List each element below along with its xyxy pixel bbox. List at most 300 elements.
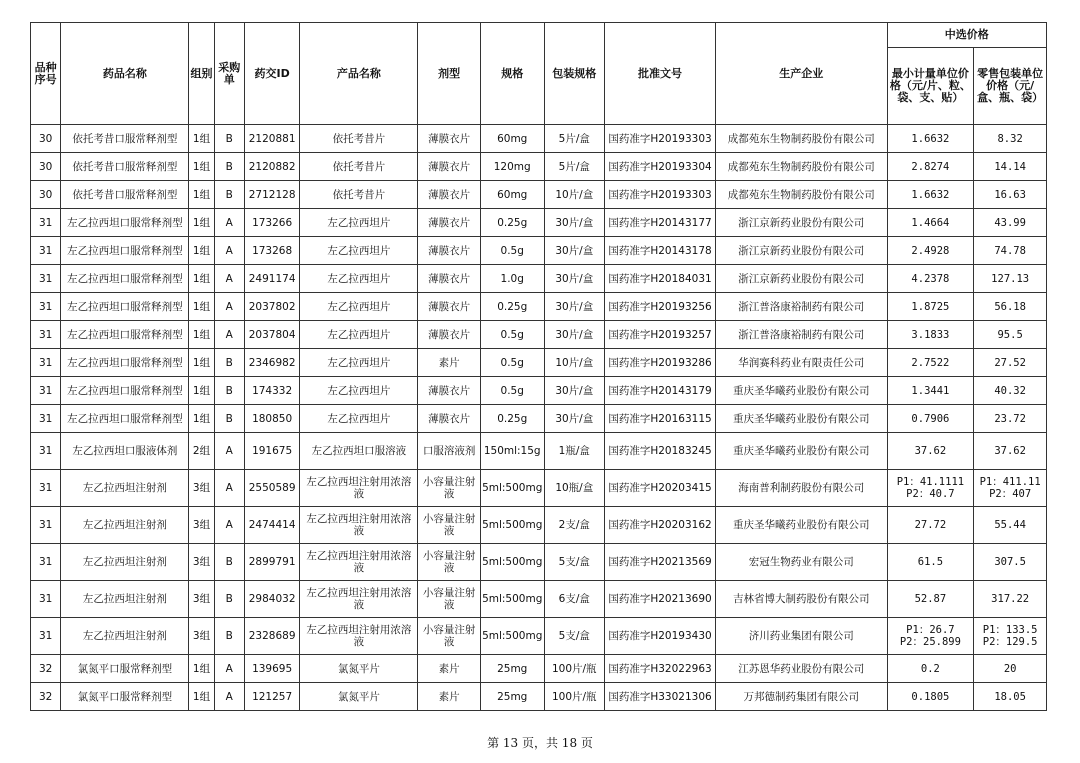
approval-no-cell: 国药准字H33021306 — [605, 683, 716, 711]
min-unit-price-cell — [887, 209, 974, 237]
seq-cell: 31 — [31, 377, 61, 405]
purchase-list-cell: A — [214, 433, 244, 470]
drug-id-cell: 2037802 — [244, 293, 299, 321]
seq-cell: 30 — [31, 181, 61, 209]
approval-no-cell: 国药准字H20213690 — [605, 581, 716, 618]
approval-no-cell: 国药准字H20203162 — [605, 507, 716, 544]
min-unit-price-cell-line: 0.1805 — [911, 690, 950, 703]
purchase-list-cell: B — [214, 581, 244, 618]
seq-cell: 31 — [31, 618, 61, 655]
retail-pack-price-cell — [974, 655, 1047, 683]
retail-pack-price-cell — [974, 293, 1047, 321]
min-unit-price-cell-line: 4.2378 — [911, 272, 950, 285]
approval-no-cell: 国药准字H20183245 — [605, 433, 716, 470]
dosage-form-cell: 薄膜衣片 — [418, 181, 481, 209]
group-cell: 1组 — [189, 683, 214, 711]
group-cell: 1组 — [189, 153, 214, 181]
seq-cell: 31 — [31, 433, 61, 470]
drug-name-cell: 左乙拉西坦口服常释剂型 — [61, 209, 189, 237]
seq-cell: 31 — [31, 470, 61, 507]
product-name-cell: 左乙拉西坦注射用浓溶液 — [300, 618, 418, 655]
table-row — [31, 544, 1047, 581]
manufacturer-cell: 成都苑东生物制药股份有限公司 — [716, 125, 888, 153]
drug-name-cell: 氯氮平口服常释剂型 — [61, 655, 189, 683]
drug-name-cell: 左乙拉西坦口服常释剂型 — [61, 377, 189, 405]
min-unit-price-cell — [887, 265, 974, 293]
seq-cell: 31 — [31, 581, 61, 618]
purchase-list-cell: B — [214, 349, 244, 377]
min-unit-price-cell-line: 0.2 — [920, 662, 940, 675]
purchase-list-cell: B — [214, 125, 244, 153]
drug-id-cell: 180850 — [244, 405, 299, 433]
dosage-form-cell: 薄膜衣片 — [418, 321, 481, 349]
header-spec: 规格 — [480, 23, 544, 125]
min-unit-price-cell-line: 2.8274 — [911, 160, 950, 173]
min-unit-price-cell — [887, 181, 974, 209]
product-name-cell: 左乙拉西坦片 — [300, 349, 418, 377]
retail-pack-price-cell — [974, 507, 1047, 544]
package-spec-cell: 5片/盒 — [544, 153, 605, 181]
approval-no-cell: 国药准字H20193286 — [605, 349, 716, 377]
product-name-cell: 左乙拉西坦片 — [300, 209, 418, 237]
dosage-form-cell: 薄膜衣片 — [418, 293, 481, 321]
product-name-cell: 左乙拉西坦片 — [300, 377, 418, 405]
group-cell: 1组 — [189, 125, 214, 153]
header-seq: 品种序号 — [31, 23, 61, 125]
min-unit-price-cell-line: 0.7906 — [911, 412, 950, 425]
product-name-cell: 左乙拉西坦片 — [300, 237, 418, 265]
retail-pack-price-cell-line: P1：411.11 — [979, 476, 1041, 488]
drug-id-cell: 2346982 — [244, 349, 299, 377]
group-cell: 3组 — [189, 581, 214, 618]
min-unit-price-cell — [887, 433, 974, 470]
min-unit-price-cell-line: 37.62 — [914, 445, 947, 457]
package-spec-cell: 5支/盒 — [544, 618, 605, 655]
approval-no-cell: 国药准字H20163115 — [605, 405, 716, 433]
group-cell: 2组 — [189, 433, 214, 470]
dosage-form-cell: 薄膜衣片 — [418, 405, 481, 433]
seq-cell: 32 — [31, 655, 61, 683]
manufacturer-cell: 重庆圣华曦药业股份有限公司 — [716, 433, 888, 470]
retail-pack-price-cell — [974, 237, 1047, 265]
table-row — [31, 265, 1047, 293]
manufacturer-cell: 江苏恩华药业股份有限公司 — [716, 655, 888, 683]
retail-pack-price-cell-line: 27.52 — [994, 356, 1026, 369]
table-row — [31, 405, 1047, 433]
drug-id-cell: 2550589 — [244, 470, 299, 507]
retail-pack-price-cell-line: 74.78 — [994, 244, 1026, 257]
retail-pack-price-cell-line: 8.32 — [997, 132, 1023, 145]
min-unit-price-cell-line: 2.7522 — [911, 356, 950, 369]
approval-no-cell: 国药准字H20193256 — [605, 293, 716, 321]
manufacturer-cell: 海南普利制药股份有限公司 — [716, 470, 888, 507]
retail-pack-price-cell — [974, 349, 1047, 377]
drug-id-cell: 139695 — [244, 655, 299, 683]
spec-cell: 5ml:500mg — [480, 470, 544, 507]
retail-pack-price-cell-line: P2：129.5 — [982, 636, 1038, 648]
purchase-list-cell: A — [214, 237, 244, 265]
seq-cell: 30 — [31, 125, 61, 153]
group-cell: 3组 — [189, 470, 214, 507]
retail-pack-price-cell — [974, 618, 1047, 655]
dosage-form-cell: 薄膜衣片 — [418, 125, 481, 153]
manufacturer-cell: 成都苑东生物制药股份有限公司 — [716, 181, 888, 209]
drug-id-cell: 191675 — [244, 433, 299, 470]
group-cell: 3组 — [189, 544, 214, 581]
drug-name-cell: 左乙拉西坦注射剂 — [61, 507, 189, 544]
retail-pack-price-cell — [974, 125, 1047, 153]
group-cell: 1组 — [189, 321, 214, 349]
drug-name-cell: 左乙拉西坦注射剂 — [61, 618, 189, 655]
group-cell: 1组 — [189, 237, 214, 265]
package-spec-cell: 10片/盒 — [544, 181, 605, 209]
package-spec-cell: 10瓶/盒 — [544, 470, 605, 507]
min-unit-price-cell-line: P2：25.899 — [899, 636, 961, 648]
min-unit-price-cell — [887, 237, 974, 265]
seq-cell: 31 — [31, 349, 61, 377]
retail-pack-price-cell-line: 127.13 — [991, 272, 1030, 285]
package-spec-cell: 2支/盒 — [544, 507, 605, 544]
manufacturer-cell: 宏冠生物药业有限公司 — [716, 544, 888, 581]
manufacturer-cell: 成都苑东生物制药股份有限公司 — [716, 153, 888, 181]
spec-cell: 150ml:15g — [480, 433, 544, 470]
group-cell: 1组 — [189, 209, 214, 237]
spec-cell: 25mg — [480, 655, 544, 683]
retail-pack-price-cell-line: 56.18 — [994, 300, 1026, 313]
min-unit-price-cell-line: P1：41.1111 — [896, 476, 965, 488]
retail-pack-price-cell-line: 14.14 — [994, 160, 1026, 173]
retail-pack-price-cell-line: 40.32 — [994, 384, 1026, 397]
drug-name-cell: 左乙拉西坦口服常释剂型 — [61, 405, 189, 433]
dosage-form-cell: 小容量注射液 — [418, 581, 481, 618]
retail-pack-price-cell — [974, 181, 1047, 209]
package-spec-cell: 6支/盒 — [544, 581, 605, 618]
table-row — [31, 181, 1047, 209]
drug-name-cell: 左乙拉西坦口服常释剂型 — [61, 293, 189, 321]
retail-pack-price-cell — [974, 209, 1047, 237]
table-row — [31, 153, 1047, 181]
approval-no-cell: 国药准字H20184031 — [605, 265, 716, 293]
seq-cell: 31 — [31, 321, 61, 349]
drug-id-cell: 2712128 — [244, 181, 299, 209]
table-row — [31, 293, 1047, 321]
drug-name-cell: 左乙拉西坦注射剂 — [61, 544, 189, 581]
approval-no-cell: 国药准字H20213569 — [605, 544, 716, 581]
product-name-cell: 依托考昔片 — [300, 153, 418, 181]
seq-cell: 30 — [31, 153, 61, 181]
table-row — [31, 433, 1047, 470]
drug-name-cell: 左乙拉西坦口服常释剂型 — [61, 237, 189, 265]
drug-name-cell: 依托考昔口服常释剂型 — [61, 153, 189, 181]
retail-pack-price-cell — [974, 321, 1047, 349]
retail-pack-price-cell-line: 23.72 — [994, 412, 1026, 425]
dosage-form-cell: 小容量注射液 — [418, 507, 481, 544]
retail-pack-price-cell-line: 55.44 — [994, 519, 1026, 531]
purchase-list-cell: A — [214, 209, 244, 237]
min-unit-price-cell-line: 1.6632 — [911, 188, 950, 201]
min-unit-price-cell — [887, 125, 974, 153]
package-spec-cell: 30片/盒 — [544, 377, 605, 405]
product-name-cell: 氯氮平片 — [300, 683, 418, 711]
product-name-cell: 左乙拉西坦片 — [300, 293, 418, 321]
dosage-form-cell: 薄膜衣片 — [418, 265, 481, 293]
manufacturer-cell: 浙江京新药业股份有限公司 — [716, 237, 888, 265]
header-group: 组别 — [189, 23, 214, 125]
retail-pack-price-cell — [974, 153, 1047, 181]
drug-id-cell: 2984032 — [244, 581, 299, 618]
approval-no-cell: 国药准字H20143178 — [605, 237, 716, 265]
drug-name-cell: 依托考昔口服常释剂型 — [61, 125, 189, 153]
drug-name-cell: 左乙拉西坦口服常释剂型 — [61, 265, 189, 293]
manufacturer-cell: 浙江普洛康裕制药有限公司 — [716, 321, 888, 349]
product-name-cell: 依托考昔片 — [300, 125, 418, 153]
min-unit-price-cell — [887, 618, 974, 655]
spec-cell: 25mg — [480, 683, 544, 711]
manufacturer-cell: 浙江普洛康裕制药有限公司 — [716, 293, 888, 321]
manufacturer-cell: 重庆圣华曦药业股份有限公司 — [716, 405, 888, 433]
min-unit-price-cell-line: P1：26.7 — [906, 624, 955, 636]
min-unit-price-cell — [887, 377, 974, 405]
drug-name-cell: 氯氮平口服常释剂型 — [61, 683, 189, 711]
purchase-list-cell: A — [214, 507, 244, 544]
purchase-list-cell: A — [214, 655, 244, 683]
purchase-list-cell: A — [214, 321, 244, 349]
product-name-cell: 左乙拉西坦片 — [300, 405, 418, 433]
product-name-cell: 左乙拉西坦片 — [300, 321, 418, 349]
min-unit-price-cell-line: 1.4664 — [911, 216, 950, 229]
package-spec-cell: 1瓶/盒 — [544, 433, 605, 470]
retail-pack-price-cell-line: 43.99 — [994, 216, 1026, 229]
seq-cell: 31 — [31, 237, 61, 265]
drug-id-cell: 2120882 — [244, 153, 299, 181]
table-row — [31, 618, 1047, 655]
group-cell: 1组 — [189, 655, 214, 683]
spec-cell: 1.0g — [480, 265, 544, 293]
approval-no-cell: 国药准字H20193430 — [605, 618, 716, 655]
seq-cell: 31 — [31, 209, 61, 237]
drug-id-cell: 2328689 — [244, 618, 299, 655]
group-cell: 3组 — [189, 507, 214, 544]
min-unit-price-cell-line: 3.1833 — [911, 328, 950, 341]
approval-no-cell: 国药准字H32022963 — [605, 655, 716, 683]
package-spec-cell: 30片/盒 — [544, 209, 605, 237]
retail-pack-price-cell-line: 18.05 — [994, 690, 1026, 703]
retail-pack-price-cell — [974, 377, 1047, 405]
min-unit-price-cell-line: 1.8725 — [911, 300, 950, 313]
dosage-form-cell: 口服溶液剂 — [418, 433, 481, 470]
min-unit-price-cell — [887, 321, 974, 349]
product-name-cell: 氯氮平片 — [300, 655, 418, 683]
min-unit-price-cell — [887, 655, 974, 683]
header-approval-no: 批准文号 — [605, 23, 716, 125]
min-unit-price-cell-line: 2.4928 — [911, 244, 950, 257]
min-unit-price-cell-line: 52.87 — [914, 593, 947, 605]
min-unit-price-cell-line: 1.3441 — [911, 384, 950, 397]
approval-no-cell: 国药准字H20193303 — [605, 181, 716, 209]
header-manufacturer: 生产企业 — [716, 23, 888, 125]
drug-name-cell: 左乙拉西坦口服液体剂 — [61, 433, 189, 470]
spec-cell: 0.5g — [480, 349, 544, 377]
table-row — [31, 655, 1047, 683]
approval-no-cell: 国药准字H20203415 — [605, 470, 716, 507]
retail-pack-price-cell — [974, 433, 1047, 470]
product-name-cell: 左乙拉西坦注射用浓溶液 — [300, 470, 418, 507]
approval-no-cell: 国药准字H20193257 — [605, 321, 716, 349]
table-row — [31, 321, 1047, 349]
table-row — [31, 683, 1047, 711]
table-row — [31, 581, 1047, 618]
drug-id-cell: 2491174 — [244, 265, 299, 293]
min-unit-price-cell-line: 1.6632 — [911, 132, 950, 145]
retail-pack-price-cell — [974, 581, 1047, 618]
product-name-cell: 左乙拉西坦注射用浓溶液 — [300, 581, 418, 618]
product-name-cell: 左乙拉西坦片 — [300, 265, 418, 293]
drug-price-table — [30, 22, 1047, 711]
product-name-cell: 左乙拉西坦注射用浓溶液 — [300, 544, 418, 581]
dosage-form-cell: 薄膜衣片 — [418, 153, 481, 181]
drug-id-cell: 173266 — [244, 209, 299, 237]
package-spec-cell: 10片/盒 — [544, 349, 605, 377]
seq-cell: 31 — [31, 293, 61, 321]
spec-cell: 60mg — [480, 181, 544, 209]
package-spec-cell: 5支/盒 — [544, 544, 605, 581]
retail-pack-price-cell-line: 317.22 — [991, 593, 1030, 605]
purchase-list-cell: B — [214, 544, 244, 581]
table-row — [31, 237, 1047, 265]
purchase-list-cell: A — [214, 293, 244, 321]
min-unit-price-cell-line: 61.5 — [917, 556, 944, 568]
purchase-list-cell: B — [214, 377, 244, 405]
drug-id-cell: 2037804 — [244, 321, 299, 349]
header-purchase-list: 采购单 — [214, 23, 244, 125]
table-row — [31, 209, 1047, 237]
approval-no-cell: 国药准字H20143179 — [605, 377, 716, 405]
group-cell: 1组 — [189, 181, 214, 209]
manufacturer-cell: 重庆圣华曦药业股份有限公司 — [716, 377, 888, 405]
spec-cell: 0.25g — [480, 209, 544, 237]
spec-cell: 60mg — [480, 125, 544, 153]
group-cell: 1组 — [189, 265, 214, 293]
approval-no-cell: 国药准字H20143177 — [605, 209, 716, 237]
manufacturer-cell: 浙江京新药业股份有限公司 — [716, 265, 888, 293]
header-product-name: 产品名称 — [300, 23, 418, 125]
purchase-list-cell: A — [214, 470, 244, 507]
header-drug-id: 药交ID — [244, 23, 299, 125]
manufacturer-cell: 吉林省博大制药股份有限公司 — [716, 581, 888, 618]
retail-pack-price-cell — [974, 470, 1047, 507]
min-unit-price-cell-line: P2：40.7 — [906, 488, 955, 500]
retail-pack-price-cell-line: 20 — [1003, 662, 1017, 675]
header-drug-name: 药品名称 — [61, 23, 189, 125]
min-unit-price-cell — [887, 683, 974, 711]
group-cell: 1组 — [189, 349, 214, 377]
purchase-list-cell: B — [214, 618, 244, 655]
spec-cell: 0.5g — [480, 321, 544, 349]
product-name-cell: 左乙拉西坦注射用浓溶液 — [300, 507, 418, 544]
package-spec-cell: 30片/盒 — [544, 321, 605, 349]
min-unit-price-cell — [887, 405, 974, 433]
group-cell: 3组 — [189, 618, 214, 655]
retail-pack-price-cell-line: 37.62 — [994, 445, 1026, 457]
purchase-list-cell: B — [214, 405, 244, 433]
spec-cell: 0.25g — [480, 405, 544, 433]
drug-id-cell: 2474414 — [244, 507, 299, 544]
group-cell: 1组 — [189, 405, 214, 433]
header-package-spec: 包装规格 — [544, 23, 605, 125]
seq-cell: 31 — [31, 405, 61, 433]
dosage-form-cell: 素片 — [418, 683, 481, 711]
group-cell: 1组 — [189, 293, 214, 321]
table-body — [31, 125, 1047, 711]
retail-pack-price-cell — [974, 683, 1047, 711]
drug-name-cell: 左乙拉西坦注射剂 — [61, 581, 189, 618]
spec-cell: 0.5g — [480, 237, 544, 265]
seq-cell: 31 — [31, 265, 61, 293]
retail-pack-price-cell-line: 16.63 — [994, 188, 1026, 201]
table-row — [31, 507, 1047, 544]
header-dosage-form: 剂型 — [418, 23, 481, 125]
seq-cell: 32 — [31, 683, 61, 711]
retail-pack-price-cell-line: P2：407 — [989, 488, 1032, 500]
spec-cell: 5ml:500mg — [480, 507, 544, 544]
table-row — [31, 470, 1047, 507]
product-name-cell: 左乙拉西坦口服溶液 — [300, 433, 418, 470]
min-unit-price-cell — [887, 153, 974, 181]
package-spec-cell: 100片/瓶 — [544, 683, 605, 711]
manufacturer-cell: 济川药业集团有限公司 — [716, 618, 888, 655]
purchase-list-cell: A — [214, 683, 244, 711]
spec-cell: 0.5g — [480, 377, 544, 405]
drug-id-cell: 121257 — [244, 683, 299, 711]
header-min-unit-price: 最小计量单位价格（元/片、粒、袋、支、贴） — [887, 48, 974, 125]
drug-name-cell: 左乙拉西坦注射剂 — [61, 470, 189, 507]
min-unit-price-cell — [887, 349, 974, 377]
dosage-form-cell: 薄膜衣片 — [418, 237, 481, 265]
dosage-form-cell: 素片 — [418, 655, 481, 683]
product-name-cell: 依托考昔片 — [300, 181, 418, 209]
retail-pack-price-cell — [974, 265, 1047, 293]
retail-pack-price-cell-line: 95.5 — [997, 328, 1023, 341]
table-row — [31, 349, 1047, 377]
header-selected-price: 中选价格 — [887, 23, 1046, 48]
drug-id-cell: 2120881 — [244, 125, 299, 153]
dosage-form-cell: 薄膜衣片 — [418, 377, 481, 405]
manufacturer-cell: 华润赛科药业有限责任公司 — [716, 349, 888, 377]
package-spec-cell: 5片/盒 — [544, 125, 605, 153]
min-unit-price-cell — [887, 470, 974, 507]
table-row — [31, 377, 1047, 405]
dosage-form-cell: 小容量注射液 — [418, 470, 481, 507]
retail-pack-price-cell-line: P1：133.5 — [982, 624, 1038, 636]
drug-id-cell: 173268 — [244, 237, 299, 265]
purchase-list-cell: B — [214, 181, 244, 209]
package-spec-cell: 30片/盒 — [544, 265, 605, 293]
retail-pack-price-cell — [974, 544, 1047, 581]
retail-pack-price-cell-line: 307.5 — [994, 556, 1026, 568]
drug-name-cell: 依托考昔口服常释剂型 — [61, 181, 189, 209]
dosage-form-cell: 素片 — [418, 349, 481, 377]
dosage-form-cell: 小容量注射液 — [418, 544, 481, 581]
drug-name-cell: 左乙拉西坦口服常释剂型 — [61, 349, 189, 377]
min-unit-price-cell — [887, 293, 974, 321]
spec-cell: 0.25g — [480, 293, 544, 321]
approval-no-cell: 国药准字H20193303 — [605, 125, 716, 153]
min-unit-price-cell — [887, 581, 974, 618]
drug-id-cell: 2899791 — [244, 544, 299, 581]
drug-id-cell: 174332 — [244, 377, 299, 405]
seq-cell: 31 — [31, 544, 61, 581]
header-retail-pack-price: 零售包装单位价格（元/盒、瓶、袋） — [974, 48, 1047, 125]
